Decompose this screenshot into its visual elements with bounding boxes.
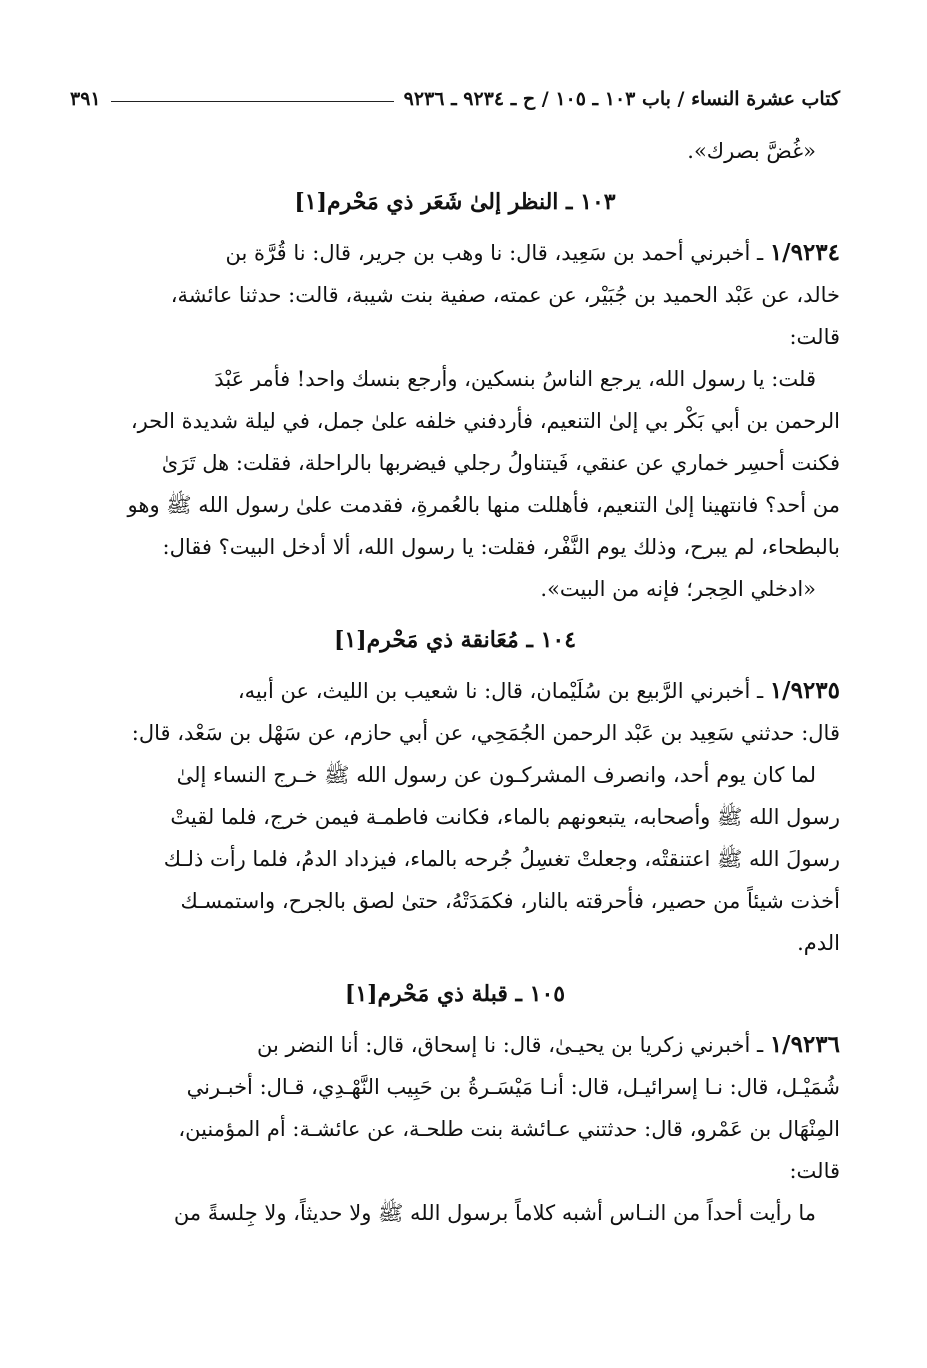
hadith-body-line: رسول الله ﷺ وأصحابه، يتبعونهم بالماء، فكانت فاطمـة فيمن خرج، فلما لقيتْ bbox=[170, 805, 840, 829]
hadith-quote-line: «ادخلي الحِجر؛ فإنه من البيت». bbox=[540, 577, 816, 601]
running-header bbox=[70, 80, 840, 110]
hadith-body-line: بالبطحاء، لم يبرح، وذلك يوم النَّفْر، فقلت: يا رسول الله، ألا أدخل البيت؟ فقال: bbox=[162, 535, 840, 559]
hadith-number: ١/٩٢٣٥ bbox=[769, 677, 840, 704]
hadith-chain-text: ـ أخبرني زكريا بن يحيـىٰ، قال: نا إسحاق، قال: أنا النضر بن bbox=[256, 1033, 764, 1057]
hadith-chain-text: ـ أخبرني الرَّبيع بن سُلَيْمان، قال: نا شعيب بن الليث، عن أبيه، bbox=[237, 679, 764, 703]
hadith-number: ١/٩٢٣٦ bbox=[769, 1031, 840, 1058]
header-rule bbox=[111, 101, 394, 102]
hadith-line: قالت: bbox=[789, 325, 840, 349]
hadith-body-line: ما رأيت أحداً من النـاس أشبه كلاماً برسول الله ﷺ ولا حديثاً، ولا جِلسةً من bbox=[173, 1201, 816, 1225]
book-page bbox=[70, 80, 840, 1234]
page-number: ٣٩١ bbox=[70, 88, 101, 110]
hadith-body-line: قلت: يا رسول الله، يرجع الناسُ بنسكين، وأرجع بنسك واحد! فأمر عَبْدَ bbox=[214, 367, 816, 391]
hadith-body-line: لما كان يوم أحد، وانصرف المشركـون عن رسول الله ﷺ خـرج النساء إلىٰ bbox=[176, 763, 816, 787]
hadith-line bbox=[70, 232, 840, 274]
hadith-body-line: الدم. bbox=[797, 931, 840, 955]
hadith-line bbox=[70, 670, 840, 712]
running-header-title: كتاب عشرة النساء / باب ١٠٣ ـ ١٠٥ / ح ـ ٩٢٣٤ ـ ٩٢٣٦ bbox=[403, 88, 840, 110]
section-heading-103: ١٠٣ ـ النظر إلىٰ شَعَر ذي مَحْرم[١] bbox=[294, 189, 616, 215]
hadith-body-line: أخذت شيئاً من حصير، فأحرقته بالنار، فكمَدَتْهُ، حتىٰ لصق بالجرح، واستمسـك bbox=[180, 889, 840, 913]
intro-quote-line: «غُضَّ بصرك». bbox=[687, 139, 816, 163]
hadith-line: قالت: bbox=[789, 1159, 840, 1183]
hadith-body-line: الرحمن بن أبي بَكْر بي إلىٰ التنعيم، فأردفني خلفه علىٰ جمل، في ليلة شديدة الحر، bbox=[130, 409, 840, 433]
hadith-body-line: من أحد؟ فانتهينا إلىٰ التنعيم، فأهللت منها بالعُمرةِ، فقدمت علىٰ رسول الله ﷺ وهو bbox=[127, 493, 840, 517]
hadith-line: المِنْهَال بن عَمْرو، قال: حدثتني عـائشة بنت طلحـة، عن عائشـة: أم المؤمنين، bbox=[178, 1117, 840, 1141]
hadith-chain-text: ـ أخبرني أحمد بن سَعِيد، قال: نا وهب بن جرير، قال: نا قُرَّة بن bbox=[225, 241, 764, 265]
hadith-line: خالد، عن عَبْد الحميد بن جُبَيْر، عن عمته، صفية بنت شيبة، قالت: حدثنا عائشة، bbox=[170, 283, 840, 307]
hadith-body-line: فكنت أحسِر خماري عن عنقي، فَيتناولُ رجلي فيضربها بالراحلة، فقلت: هل تَرَىٰ bbox=[161, 451, 840, 475]
hadith-body-line: رسولَ الله ﷺ اعتنقتْه، وجعلتْ تغسِلُ جُرحه بالماء، فيزداد الدمُ، فلما رأت ذلـك bbox=[163, 847, 840, 871]
hadith-line: قال: حدثني سَعِيد بن عَبْد الرحمن الجُمَحِي، عن أبي حازم، عن سَهْل بن سَعْد، قال: bbox=[131, 721, 840, 745]
section-heading-105: ١٠٥ ـ قبلة ذي مَحْرم[١] bbox=[344, 981, 566, 1007]
hadith-number: ١/٩٢٣٤ bbox=[769, 239, 840, 266]
hadith-line bbox=[70, 1024, 840, 1066]
hadith-line: شُمَيْـل، قال: نـا إسرائيـل، قال: أنـا مَيْسَـرةُ بن حَبِيب النَّهْـدِي، قـال: أخبـرني bbox=[186, 1075, 840, 1099]
section-heading-104: ١٠٤ ـ مُعَانقة ذي مَحْرم[١] bbox=[333, 627, 577, 653]
